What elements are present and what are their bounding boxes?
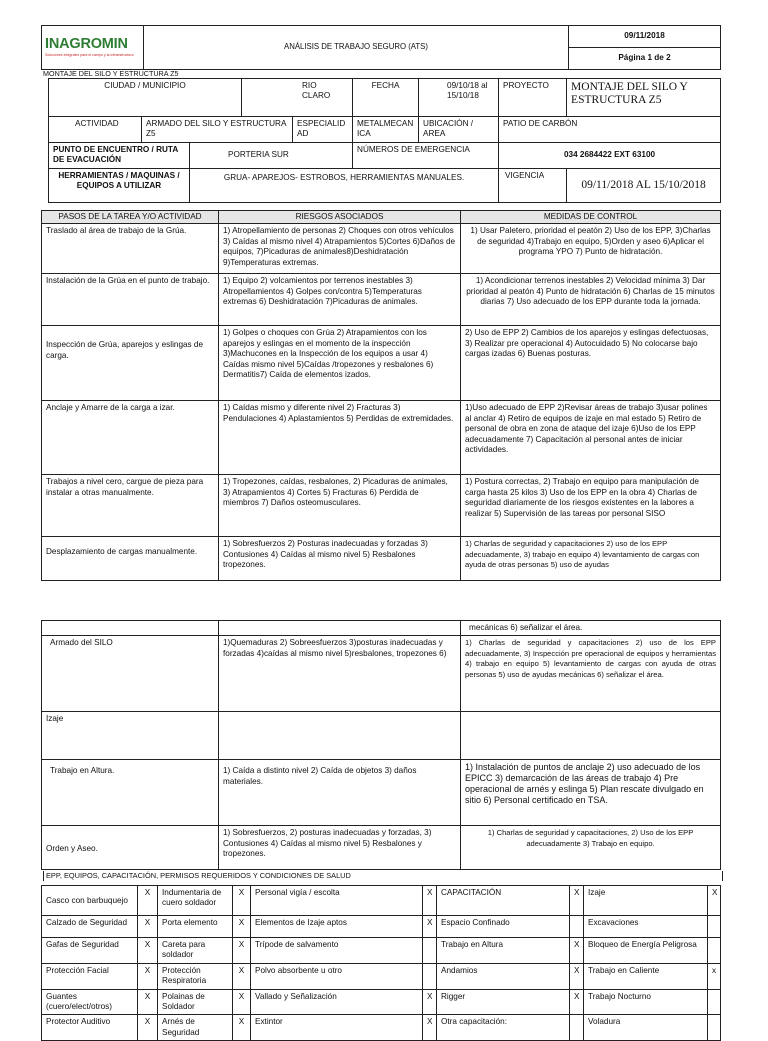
row-medidas: 1)Uso adecuado de EPP 2)Revisar áreas de trabajo 3)usar polines al anclar 4) Retiro de equipos de izaje en mal estado 5) Retiro de personal de obra en zona de ataque del izaje 6)Uso de los EPP adecuadamente 7) Capacitación al personal antes de iniciar actividades.: [461, 401, 721, 475]
epp-item: Porta elemento: [158, 916, 233, 938]
epp-row: [42, 989, 721, 1015]
epp-item: Andamios: [437, 963, 570, 989]
row-riesgos: 1) Atropellamiento de personas 2) Choques con otros vehículos 3) Caídas al mismo nivel 4) Atrapamientos 5)Cortes 6)Daños de equipos, 7)Picaduras de animales8)Deshidratación 9)Temperaturas extremas.: [219, 224, 461, 274]
table-row: [42, 537, 721, 581]
punto-encuentro-label: PUNTO DE ENCUENTRO / RUTA DE EVACUACIÓN: [49, 143, 190, 169]
proyecto-value: MONTAJE DEL SILO Y ESTRUCTURA Z5: [567, 79, 721, 117]
header-pasos: PASOS DE LA TAREA Y/O ACTIVIDAD: [42, 211, 219, 224]
row-paso: Trabajo en Altura.: [42, 760, 219, 826]
epp-item: Protección Facial: [42, 963, 138, 989]
company-logo: INAGROMIN: [45, 36, 128, 53]
row-paso: Orden y Aseo.: [42, 826, 219, 870]
row-medidas: 1) Postura correctas, 2) Trabajo en equipo para manipulación de carga hasta 25 kilos 3) Uso de los EPP en la obra 4) Charlas de seguridad diariamente de los riesgos existentes en la labores a realizar 5) Supervisión de las tareas por personal SISO: [461, 475, 721, 537]
epp-check: X: [233, 963, 251, 989]
epp-check: X: [423, 1015, 437, 1041]
row-medidas: 1) Charlas de seguridad y capacitaciones, 2) Uso de los EPP adecuadamente 3) Trabajo en equipo.: [461, 826, 721, 870]
epp-check: X: [423, 989, 437, 1015]
epp-check: [570, 1015, 584, 1041]
epp-item: Extintor: [251, 1015, 423, 1041]
epp-check: X: [570, 938, 584, 964]
epp-item: Arnés de Seguridad: [158, 1015, 233, 1041]
table-row: [42, 636, 721, 712]
epp-item: Polvo absorbente u otro: [251, 963, 423, 989]
table-row: [42, 760, 721, 826]
epp-row: [42, 938, 721, 964]
epp-item: Casco con barbuquejo: [42, 886, 138, 916]
logo-cell: [42, 26, 144, 70]
epp-check: X: [233, 989, 251, 1015]
continuation-text: mecánicas 6) señalizar el área.: [461, 621, 721, 636]
row-medidas: [461, 712, 721, 760]
epp-check: X: [233, 886, 251, 916]
risk-table-continued: [41, 620, 721, 870]
header-date: 09/11/2018: [569, 26, 721, 48]
header-medidas: MEDIDAS DE CONTROL: [461, 211, 721, 224]
row-paso: Traslado al área de trabajo de la Grúa.: [42, 224, 219, 274]
epp-item: Bloqueo de Energía Peligrosa: [584, 938, 708, 964]
row-riesgos: 1) Golpes o choques con Grúa 2) Atrapamientos con los aparejos y eslingas en el momento de la inspección 3)Machucones en la Inspección de los equipos a usar 4) Caídas mismo nivel 5)Caídas /tropezones y resbalones 6) Dermatitis7) Caída de elementos izados.: [219, 326, 461, 401]
row-paso: Izaje: [42, 712, 219, 760]
actividad-label: ACTIVIDAD: [49, 117, 142, 143]
epp-item: CAPACITACIÓN: [437, 886, 570, 916]
logo-tagline: Soluciones integrales para el campo y la infraestructura: [45, 53, 134, 58]
ciudad-value: RIO CLARO: [242, 79, 353, 117]
vigencia-value: 09/11/2018 AL 15/10/2018: [567, 169, 721, 203]
especialidad-value: METALMECANICA: [353, 117, 419, 143]
epp-check: X: [233, 938, 251, 964]
epp-item: Personal vigía / escolta: [251, 886, 423, 916]
epp-check: X: [423, 916, 437, 938]
ubicacion-value: PATIO DE CARBÓN: [499, 117, 721, 143]
epp-check: [708, 989, 721, 1015]
epp-check: [423, 963, 437, 989]
epp-item: Otra capacitación:: [437, 1015, 570, 1041]
table-row: [42, 224, 721, 274]
row-paso: Anclaje y Amarre de la carga a izar.: [42, 401, 219, 475]
epp-item: Guantes (cuero/elect/otros): [42, 989, 138, 1015]
epp-check: X: [138, 886, 158, 916]
row-medidas: 1) Charlas de seguridad y capacitaciones 2) uso de los EPP adecuadamente, 3) Inspección pre operacional de equipos y herramientas 4) trabajo en equipo 5) levantamiento de cargas con ayuda de otras personas 5) uso de ayudas mecánicas 6) señalizar el área.: [461, 636, 721, 712]
epp-item: Protección Respiratoria: [158, 963, 233, 989]
row-riesgos: 1) Sobresfuerzos, 2) posturas inadecuadas y forzadas, 3) Contusiones 4) Caídas al mismo nivel 5) Resbalones y tropezones.: [219, 826, 461, 870]
row-riesgos: 1) Caídas mismo y diferente nivel 2) Fracturas 3) Pendulaciones 4) Aplastamientos 5) Perdidas de extremidades.: [219, 401, 461, 475]
table-row: [42, 274, 721, 326]
row-medidas: 1) Instalación de puntos de anclaje 2) uso adecuado de los EPICC 3) demarcación de las áreas de trabajo 4) Pre operacional de arnés y eslinga 5) Plan rescate divulgado en sitio 6) Personal certificado en TSA.: [461, 760, 721, 826]
epp-item: Trípode de salvamento: [251, 938, 423, 964]
epp-item: Trabajo en Caliente: [584, 963, 708, 989]
continuation-empty: [42, 621, 219, 636]
epp-check: X: [708, 886, 721, 916]
row-medidas: 1) Acondicionar terrenos inestables 2) Velocidad mínima 3) Dar prioridad al peatón 4) Punto de hidratación 6) Charlas de 15 minutos diarias 7) Uso adecuado de los EPP durante toda la jornada.: [461, 274, 721, 326]
row-riesgos: [219, 712, 461, 760]
table-row: [42, 475, 721, 537]
epp-item: Vallado y Señalización: [251, 989, 423, 1015]
epp-item: Espacio Confinado: [437, 916, 570, 938]
actividad-value: ARMADO DEL SILO Y ESTRUCTURA Z5: [142, 117, 293, 143]
proyecto-label: PROYECTO: [499, 79, 567, 117]
epp-item: Voladura: [584, 1015, 708, 1041]
epp-check: X: [570, 963, 584, 989]
epp-row: [42, 916, 721, 938]
epp-check: X: [138, 1015, 158, 1041]
epp-check: X: [233, 1015, 251, 1041]
row-riesgos: 1) Sobresfuerzos 2) Posturas inadecuadas y forzadas 3) Contusiones 4) Caídas al mismo nivel 5) Resbalones tropezones.: [219, 537, 461, 581]
epp-check: X: [233, 916, 251, 938]
epp-check: [708, 916, 721, 938]
vigencia-label: VIGENCIA: [499, 169, 567, 203]
epp-row: [42, 1015, 721, 1041]
row-riesgos: 1) Equipo 2) volcamientos por terrenos inestables 3) Atropellamientos 4) Golpes con/contra 5)Temperaturas extremas 6) Deshidratación 7)Picaduras de animales.: [219, 274, 461, 326]
document-title: ANÁLISIS DE TRABAJO SEGURO (ATS): [144, 26, 569, 70]
header-riesgos: RIESGOS ASOCIADOS: [219, 211, 461, 224]
table-row: [42, 326, 721, 401]
epp-check: [570, 916, 584, 938]
epp-item: Trabajo Nocturno: [584, 989, 708, 1015]
fecha-value: 09/10/18 al 15/10/18: [419, 79, 499, 117]
especialidad-label: ESPECIALIDAD: [293, 117, 353, 143]
row-riesgos: 1) Tropezones, caídas, resbalones, 2) Picaduras de animales, 3) Atrapamientos 4) Cortes 5) Fracturas 6) Perdida de miembros 7) Daños osteomusculares.: [219, 475, 461, 537]
epp-row: [42, 886, 721, 916]
row-paso: Trabajos a nivel cero, cargue de pieza para instalar a otras manualmente.: [42, 475, 219, 537]
row-riesgos: 1)Quemaduras 2) Sobreesfuerzos 3)posturas inadecuadas y forzadas 4)caídas al mismo nivel 5)resbalones, tropezones 6): [219, 636, 461, 712]
epp-check: X: [138, 916, 158, 938]
epp-item: Trabajo en Altura: [437, 938, 570, 964]
epp-check: X: [423, 886, 437, 916]
herramientas-value: GRUA- APAREJOS- ESTROBOS, HERRAMIENTAS MANUALES.: [190, 169, 499, 203]
epp-item: Gafas de Seguridad: [42, 938, 138, 964]
document-subtitle: MONTAJE DEL SILO Y ESTRUCTURA Z5: [43, 69, 179, 78]
row-paso: Desplazamiento de cargas manualmente.: [42, 537, 219, 581]
info-table: [48, 78, 721, 203]
fecha-label: FECHA: [353, 79, 419, 117]
epp-item: Izaje: [584, 886, 708, 916]
epp-item: Elementos de Izaje aptos: [251, 916, 423, 938]
row-medidas: 1) Charlas de seguridad y capacitaciones 2) uso de los EPP adecuadamente, 3) trabajo en equipo 4) levantamiento de cargas con ayuda de otras personas 5) uso de ayudas: [461, 537, 721, 581]
ciudad-label: CIUDAD / MUNICIPIO: [49, 79, 242, 117]
row-paso: Armado del SILO: [42, 636, 219, 712]
herramientas-label: HERRAMIENTAS / MAQUINAS / EQUIPOS A UTILIZAR: [49, 169, 190, 203]
epp-check: X: [570, 989, 584, 1015]
numeros-emergencia-label: NÚMEROS DE EMERGENCIA: [353, 143, 499, 169]
epp-item: Indumentaria de cuero soldador: [158, 886, 233, 916]
punto-encuentro-value: PORTERIA SUR: [190, 143, 353, 169]
epp-item: Rigger: [437, 989, 570, 1015]
epp-check: X: [138, 989, 158, 1015]
epp-item: Polainas de Soldador: [158, 989, 233, 1015]
epp-check: [423, 938, 437, 964]
continuation-empty: [219, 621, 461, 636]
epp-item: Careta para soldador: [158, 938, 233, 964]
table-row: [42, 712, 721, 760]
table-row: [42, 401, 721, 475]
page-number: Página 1 de 2: [569, 48, 721, 70]
numeros-emergencia-value: 034 2684422 EXT 63100: [499, 143, 721, 169]
table-row: [42, 826, 721, 870]
epp-check: [708, 938, 721, 964]
epp-check: X: [138, 938, 158, 964]
epp-check: X: [570, 886, 584, 916]
row-paso: Inspección de Grúa, aparejos y eslingas de carga.: [42, 326, 219, 401]
epp-check: X: [138, 963, 158, 989]
row-medidas: 2) Uso de EPP 2) Cambios de los aparejos y eslingas defectuosas, 3) Realizar pre operacional 4) Autocuidado 5) No colocarse bajo cargas izadas 6) Buenas posturas.: [461, 326, 721, 401]
ubicacion-label: UBICACIÓN / AREA: [419, 117, 499, 143]
row-paso: Instalación de la Grúa en el punto de trabajo.: [42, 274, 219, 326]
epp-check: x: [708, 963, 721, 989]
row-medidas: 1) Usar Paletero, prioridad el peatón 2) Uso de los EPP, 3)Charlas de seguridad 4)Trabajo en equipo, 5)Orden y aseo 6)Aplicar el programa YPO 7) Punto de hidratación.: [461, 224, 721, 274]
header-table: [41, 25, 721, 70]
epp-item: Excavaciones: [584, 916, 708, 938]
epp-check: [708, 1015, 721, 1041]
epp-row: [42, 963, 721, 989]
epp-title: EPP, EQUIPOS, CAPACITACIÓN, PERMISOS REQUERIDOS Y CONDICIONES DE SALUD: [43, 871, 723, 881]
row-riesgos: 1) Caída a distinto nivel 2) Caída de objetos 3) daños materiales.: [219, 760, 461, 826]
epp-item: Protector Auditivo: [42, 1015, 138, 1041]
risk-table: [41, 210, 721, 581]
epp-item: Calzado de Seguridad: [42, 916, 138, 938]
epp-table: [41, 885, 721, 1041]
